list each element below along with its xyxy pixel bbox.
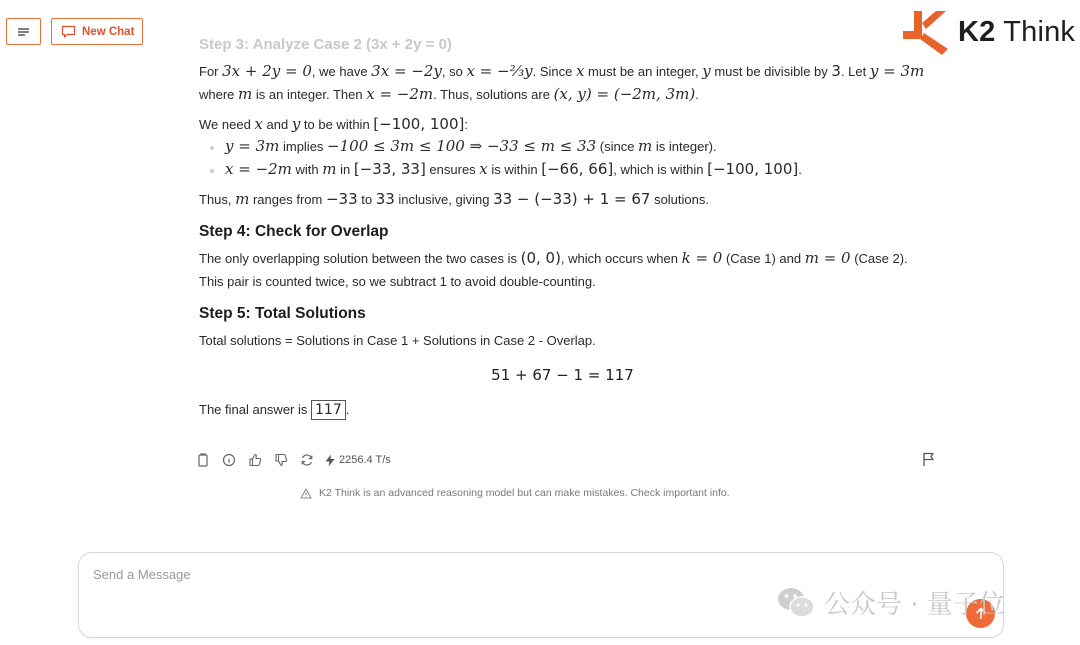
copy-icon <box>196 453 210 467</box>
final-answer-box: 117 <box>311 400 346 420</box>
info-icon <box>222 453 236 467</box>
disclaimer-text: K2 Think is an advanced reasoning model but can make mistakes. Check important info. <box>319 487 730 499</box>
final-answer-line: The final answer is 117 . <box>199 402 350 418</box>
menu-icon <box>17 27 30 37</box>
regenerate-icon <box>300 453 314 467</box>
message-actions <box>190 450 391 470</box>
copy-button[interactable] <box>190 450 216 470</box>
range-intro: We need x and y to be within [−100, 100]: <box>199 115 468 133</box>
thumbs-down-icon <box>274 453 288 467</box>
watermark <box>776 584 1005 621</box>
menu-button[interactable] <box>6 18 41 45</box>
lightning-icon <box>324 454 336 467</box>
step5-heading: Step 5: Total Solutions <box>199 305 366 322</box>
step5-line1: Total solutions = Solutions in Case 1 + Solutions in Case 2 - Overlap. <box>199 333 596 348</box>
watermark-text: 公众号 · 量子位 <box>824 590 1005 620</box>
bullet-item-1: y = 3m implies −100 ≤ 3m ≤ 100 ⇒ −33 ≤ m ≤ 33 (since m is integer). <box>225 137 717 155</box>
step4-heading: Step 4: Check for Overlap <box>199 223 389 240</box>
thumbs-up-icon <box>248 453 262 467</box>
bullet-dot <box>210 169 214 173</box>
step4-line1: The only overlapping solution between the two cases is (0, 0), which occurs when k = 0 (Case 1) and m = 0 (Case 2). <box>199 249 908 267</box>
new-chat-button[interactable] <box>51 18 143 45</box>
disclaimer <box>300 487 730 499</box>
thumbs-up-button[interactable] <box>242 450 268 470</box>
step4-line2: This pair is counted twice, so we subtract 1 to avoid double-counting. <box>199 274 596 289</box>
total-equation: 51 + 67 − 1 = 117 <box>491 366 634 384</box>
info-button[interactable] <box>216 450 242 470</box>
chat-bubble-icon <box>61 25 76 38</box>
thumbs-down-button[interactable] <box>268 450 294 470</box>
case2-paragraph-line2: where m is an integer. Then x = −2m. Thus, solutions are (x, y) = (−2m, 3m). <box>199 85 699 103</box>
faded-step3-heading: Step 3: Analyze Case 2 (3x + 2y = 0) <box>199 36 452 53</box>
range-summary: Thus, m ranges from −33 to 33 inclusive, giving 33 − (−33) + 1 = 67 solutions. <box>199 190 709 208</box>
bullet-item-2: x = −2m with m in [−33, 33] ensures x is within [−66, 66], which is within [−100, 100]. <box>225 160 802 178</box>
speed-text: 2256.4 T/s <box>339 454 391 466</box>
wechat-icon <box>776 586 816 620</box>
k2-think-logo[interactable] <box>902 8 1075 56</box>
flag-icon[interactable] <box>921 451 937 467</box>
bullet-dot <box>210 146 214 150</box>
new-chat-label: New Chat <box>82 25 135 38</box>
tokens-per-second <box>324 454 391 467</box>
warning-icon <box>300 488 312 499</box>
case2-paragraph-line1: For 3x + 2y = 0, we have 3x = −2y, so x = −⅔y. Since x must be an integer, y must be divisible by 3. Let y = 3m <box>199 62 925 80</box>
k2-logo-mark-icon <box>902 9 950 55</box>
logo-text: K2 Think <box>958 15 1076 48</box>
top-bar <box>0 0 1080 62</box>
regenerate-button[interactable] <box>294 450 320 470</box>
message-input[interactable] <box>93 565 793 583</box>
